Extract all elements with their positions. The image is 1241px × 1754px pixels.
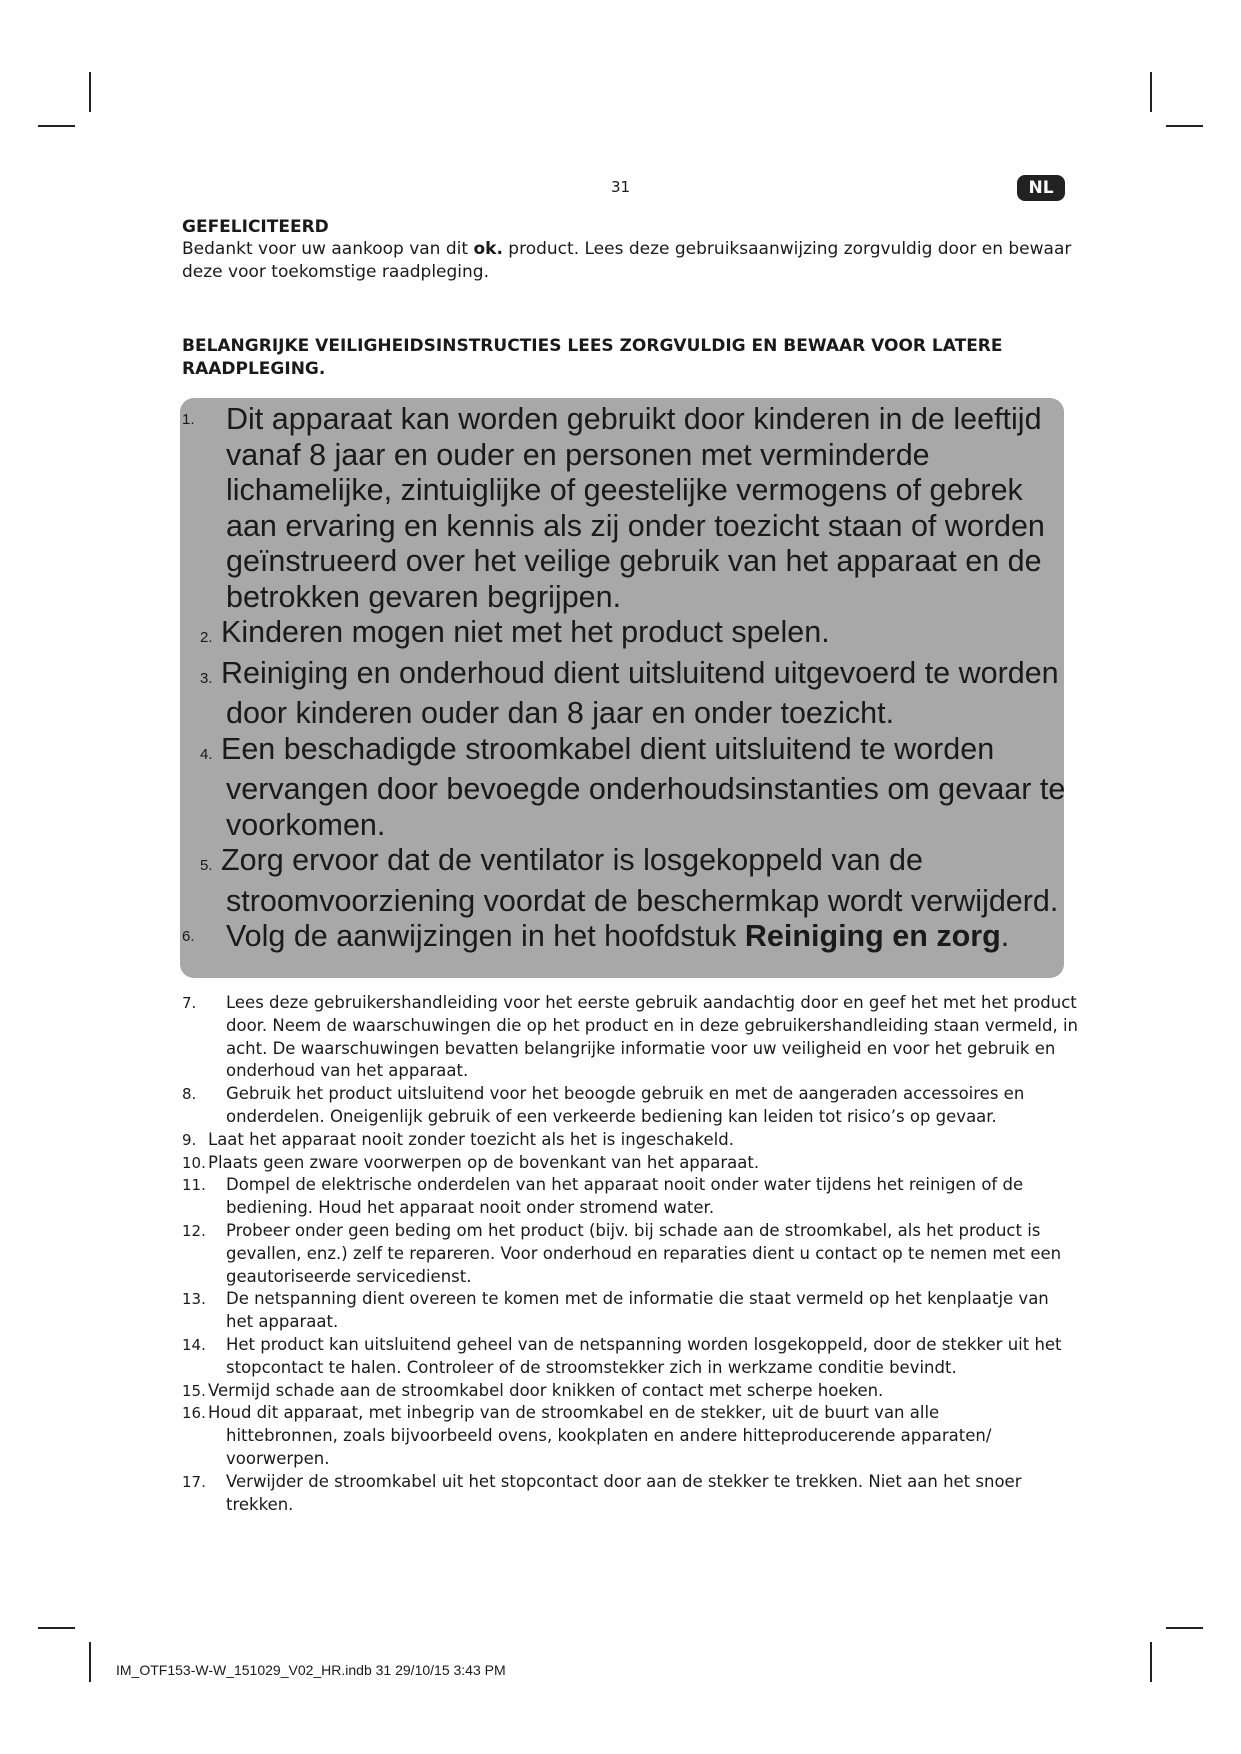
crop-mark — [1166, 1627, 1203, 1629]
crop-mark — [1150, 72, 1152, 112]
intro-title: GEFELICITEERD — [182, 217, 329, 237]
crop-mark — [1150, 1642, 1152, 1682]
list-item: 9. Laat het apparaat nooit zonder toezicht als het is ingeschakeld. — [182, 1129, 734, 1149]
list-item: 14. Het product kan uitsluitend geheel van de netspanning worden losgekoppeld, door de stekker uit het stopcontact te halen. Controleer of de stroomstekker zich in werkzame conditie bevindt. — [182, 1334, 1062, 1377]
chapter-reference: Reiniging en zorg — [744, 919, 1001, 953]
list-item: 17. Verwijder de stroomkabel uit het stopcontact door aan de stekker te trekken. Niet aan het snoer trekken. — [182, 1471, 1022, 1514]
file-info: IM_OTF153-W-W_151029_V02_HR.indb 31 29/10/15 3:43 PM — [116, 1662, 506, 1678]
list-item: 3. Reiniging en onderhoud dient uitsluitend uitgevoerd te worden door kinderen ouder dan 8 jaar en onder toezicht. — [200, 655, 1059, 730]
list-item: 5. Zorg ervoor dat de ventilator is losgekoppeld van de stroomvoorziening voordat de beschermkap wordt verwijderd. — [200, 843, 1059, 918]
list-item: 12. Probeer onder geen beding om het product (bijv. bij schade aan de stroomkabel, als het product is gevallen, enz.) zelf te repareren. Voor onderhoud en reparaties dient u contact op te nemen met een geautoriseerde servicedienst. — [182, 1220, 1062, 1286]
list-item: 13. De netspanning dient overeen te komen met de informatie die staat vermeld op het kenplaatje van het apparaat. — [182, 1289, 1049, 1332]
list-item: 11. Dompel de elektrische onderdelen van het apparaat nooit onder water tijdens het reinigen of de bediening. Houd het apparaat nooit onder stromend water. — [182, 1175, 1024, 1218]
list-item: 2. Kinderen mogen niet met het product spelen. — [200, 615, 830, 649]
list-item: 10. Plaats geen zware voorwerpen op de bovenkant van het apparaat. — [182, 1152, 760, 1172]
list-item: 4. Een beschadigde stroomkabel dient uitsluitend te worden vervangen door bevoegde onderhoudsinstanties om gevaar te voorkomen. — [200, 731, 1066, 842]
list-item: 6. Volg de aanwijzingen in het hoofdstuk Reiniging en zorg. — [182, 919, 1010, 953]
instruction-list — [180, 992, 1080, 1516]
crop-mark — [89, 72, 91, 112]
crop-mark — [38, 1627, 75, 1629]
crop-mark — [1166, 125, 1203, 127]
list-item: 1. Dit apparaat kan worden gebruikt door kinderen in de leeftijd vanaf 8 jaar en ouder en personen met verminderde lichamelijke, zintuiglijke of geestelijke vermogens of gebrek aan ervaring en kennis als zij onder toezicht staan of worden geïnstrueerd over het veilige gebruik van het apparaat en de betrokken gevaren begrijpen. — [182, 402, 1045, 614]
page-number: 31 — [610, 178, 631, 196]
list-item: 7. Lees deze gebruikershandleiding voor het eerste gebruik aandachtig door en geef het met het product door. Neem de waarschuwingen die op het product en in deze gebruikershandleiding staan vermeld, in acht. De waarschuwingen bevatten belangrijke informatie voor uw veiligheid en voor het gebruik en onderhoud van het apparaat. — [182, 993, 1079, 1081]
crop-mark — [38, 125, 75, 127]
list-item: 15. Vermijd schade aan de stroomkabel door knikken of contact met scherpe hoeken. — [182, 1380, 884, 1400]
list-item: 16. Houd dit apparaat, met inbegrip van de stroomkabel en de stekker, uit de buurt van alle hittebronnen, zoals bijvoorbeeld ovens, kookplaten en andere hitteproducerende apparaten/ voorwerpen. — [182, 1403, 992, 1468]
language-badge: NL — [1017, 175, 1065, 201]
intro-text: Bedankt voor uw aankoop van dit ok. product. Lees deze gebruiksaanwijzing zorgvuldig door en bewaar deze voor toekomstige raadpleging. — [182, 239, 1072, 282]
highlighted-instructions — [180, 402, 1070, 955]
crop-mark — [89, 1642, 91, 1682]
safety-title: BELANGRIJKE VEILIGHEIDSINSTRUCTIES LEES ZORGVULDIG EN BEWAAR VOOR LATERE RAADPLEGING. — [182, 336, 1003, 379]
list-item: 8. Gebruik het product uitsluitend voor het beoogde gebruik en met de aangeraden accessoires en onderdelen. Oneigenlijk gebruik of een verkeerde bediening kan leiden tot risico’s op gevaar. — [182, 1084, 1025, 1126]
brand-name: ok. — [473, 239, 503, 259]
